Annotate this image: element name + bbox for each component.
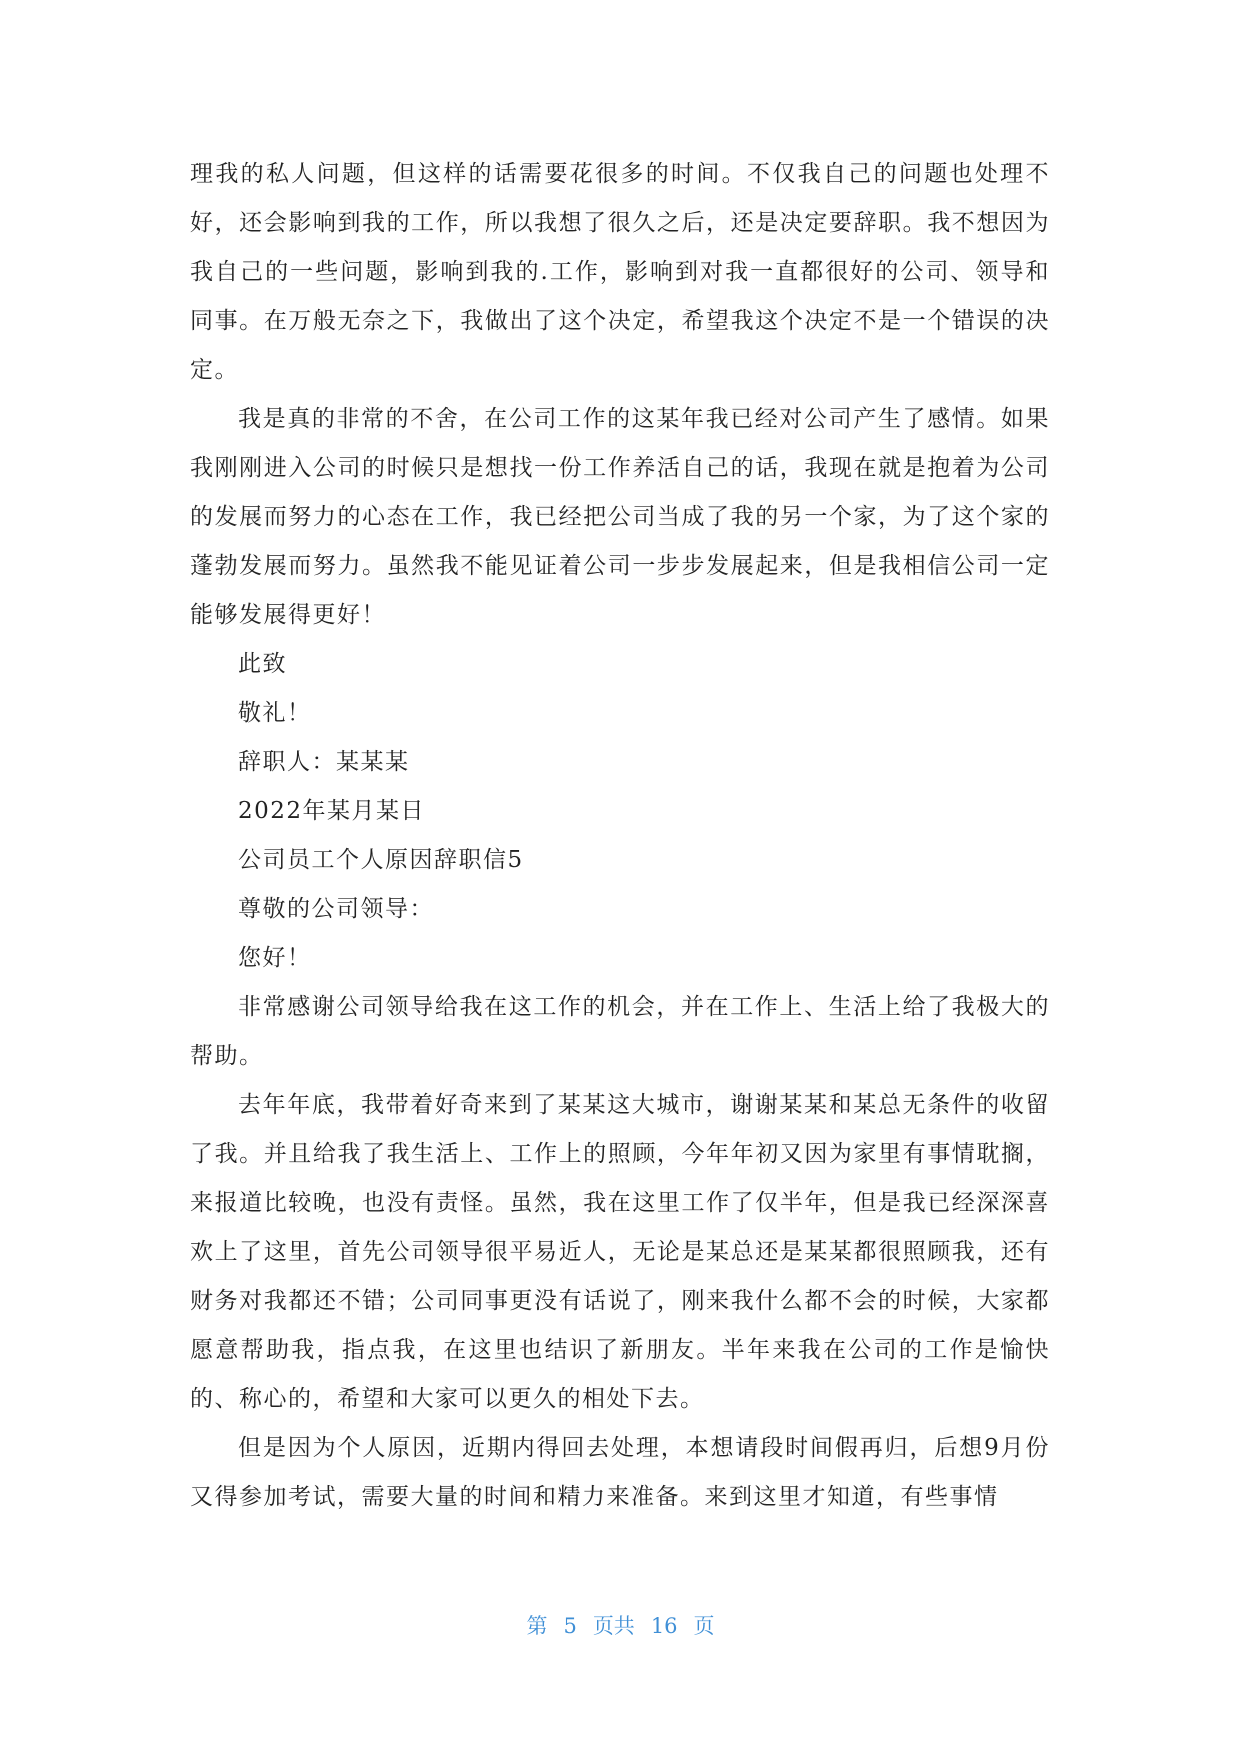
paragraph-experience: 去年年底，我带着好奇来到了某某这大城市，谢谢某某和某总无条件的收留了我。并且给我了我生活上、工作上的照顾，今年年初又因为家里有事情耽搁，来报道比较晚，也没有责怪。虽然，我在这里工作了仅半年，但是我已经深深喜欢上了这里，首先公司领导很平易近人，无论是某总还是某某都很照顾我，还有财务对我都还不错；公司同事更没有话说了，刚来我什么都不会的时候，大家都愿意帮助我，指点我，在这里也结识了新朋友。半年来我在公司的工作是愉快的、称心的，希望和大家可以更久的相处下去。 bbox=[190, 1092, 1050, 1412]
paragraph-thanks: 非常感谢公司领导给我在这工作的机会，并在工作上、生活上给了我极大的帮助。 bbox=[190, 994, 1050, 1069]
footer-current-page: 5 bbox=[563, 1614, 577, 1638]
paragraph-reason: 但是因为个人原因，近期内得回去处理，本想请段时间假再归，后想9月份又得参加考试，需要大量的时间和精力来准备。来到这里才知道，有些事情 bbox=[190, 1435, 1050, 1510]
footer-prefix: 第 bbox=[526, 1614, 548, 1638]
footer-total-pages: 16 bbox=[650, 1614, 678, 1638]
paragraph-2: 我是真的非常的不舍，在公司工作的这某年我已经对公司产生了感情。如果我刚刚进入公司的时候只是想找一份工作养活自己的话，我现在就是抱着为公司的发展而努力的心态在工作，我已经把公司当成了我的另一个家，为了这个家的蓬勃发展而努力。虽然我不能见证着公司一步步发展起来，但是我相信公司一定能够发展得更好！ bbox=[190, 406, 1050, 628]
document-body bbox=[190, 150, 1050, 1522]
page-footer bbox=[0, 1610, 1241, 1640]
footer-suffix: 页 bbox=[693, 1614, 715, 1638]
paragraph-1: 理我的私人问题，但这样的话需要花很多的时间。不仅我自己的问题也处理不好，还会影响到我的工作，所以我想了很久之后，还是决定要辞职。我不想因为我自己的一些问题，影响到我的.工作，影响到对我一直都很好的公司、领导和同事。在万般无奈之下，我做出了这个决定，希望我这个决定不是一个错误的决定。 bbox=[190, 161, 1050, 383]
greeting-recipient: 尊敬的公司领导： bbox=[238, 896, 434, 922]
greeting-hello: 您好！ bbox=[238, 945, 312, 971]
letter-heading: 公司员工个人原因辞职信5 bbox=[238, 847, 524, 873]
closing-regards: 敬礼！ bbox=[238, 700, 312, 726]
date-line: 2022年某月某日 bbox=[238, 798, 426, 824]
footer-mid: 页共 bbox=[592, 1614, 635, 1638]
closing-salutation: 此致 bbox=[238, 651, 287, 677]
signature-line: 辞职人：某某某 bbox=[238, 749, 410, 775]
